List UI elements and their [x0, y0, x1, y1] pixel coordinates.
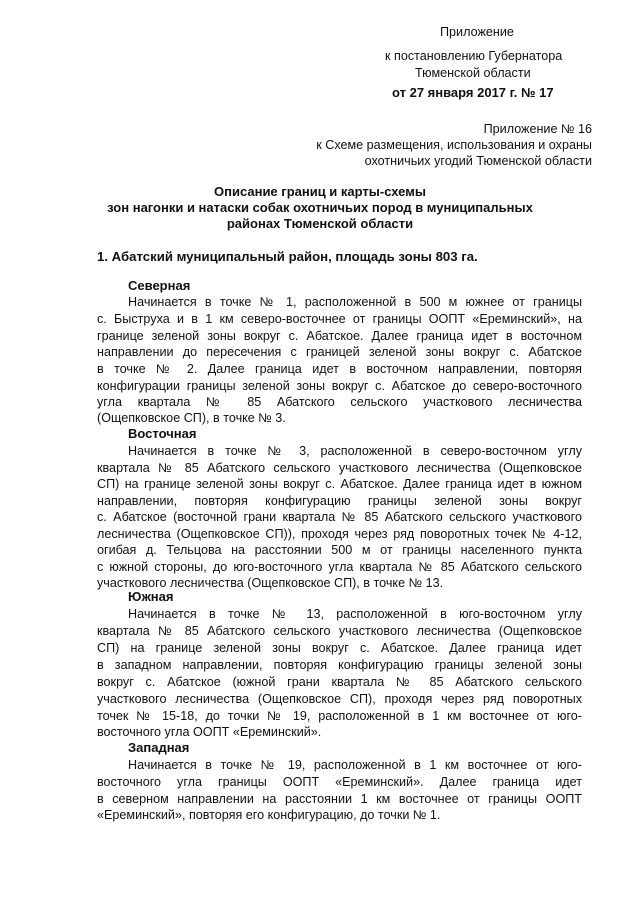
east-line: квартала № 85 Абатского сельского участкового лесничества (Ощепковское — [97, 461, 582, 475]
east-line: направлении, повторяя конфигурацию границы зеленой зоны вокруг — [97, 494, 582, 508]
section-heading: 1. Абатский муниципальный район, площадь зоны 803 га. — [97, 249, 478, 264]
east-line: Начинается в точке № 3, расположенной в северо-восточном углу — [128, 444, 582, 458]
east-heading: Восточная — [128, 426, 197, 441]
north-line: (Ощепковское СП), в точке № 3. — [97, 411, 286, 425]
south-line: участкового лесничества (Ощепковское СП), проходя через ряд поворотных — [97, 692, 582, 706]
north-line: с. Быструха и в 1 км северо-восточнее от границы ООПТ «Ереминский», на — [97, 312, 582, 326]
south-line: в западном направлении, повторяя конфигурацию границы зеленой зоны — [97, 658, 582, 672]
south-heading: Южная — [128, 589, 174, 604]
annex-scheme: к Схеме размещения, использования и охраны — [316, 138, 592, 152]
header-region: Тюменской области — [415, 66, 531, 80]
west-heading: Западная — [128, 740, 190, 755]
annex-lands: охотничьих угодий Тюменской области — [364, 154, 592, 168]
north-line: угла квартала № 85 Абатского сельского участкового лесничества — [97, 395, 582, 409]
header-decree: к постановлению Губернатора — [385, 49, 563, 63]
east-line: с. Абатское (восточной грани квартала № 85 Абатского сельского участкового — [97, 510, 582, 524]
west-line: Начинается в точке № 19, расположенной в 1 км восточнее от юго- — [128, 758, 582, 772]
north-line: конфигурации границы зеленой зоны вокруг с. Абатское до северо-восточного — [97, 379, 582, 393]
doc-title-line1: Описание границ и карты-схемы — [214, 184, 426, 199]
west-line: в северном направлении на расстоянии 1 км восточнее от границы ООПТ — [97, 792, 582, 806]
north-line: Начинается в точке № 1, расположенной в 500 м южнее от границы — [128, 295, 582, 309]
south-line: точек № 15-18, до точки № 19, расположенной в 1 км восточнее от юго- — [97, 709, 582, 723]
west-line: восточного угла границы ООПТ «Ереминский». Далее граница идет — [97, 775, 582, 789]
doc-title-line2: зон нагонки и натаски собак охотничьих пород в муниципальных — [107, 200, 533, 215]
annex-number: Приложение № 16 — [483, 122, 592, 136]
north-line: направлении до пересечения с границей зеленой зоны вокруг с. Абатское — [97, 345, 582, 359]
south-line: СП) на границе зеленой зоны вокруг с. Абатское. Далее граница идет — [97, 641, 582, 655]
east-line: участкового лесничества (Ощепковское СП), в точке № 13. — [97, 576, 444, 590]
north-line: в точке № 2. Далее граница идет в восточном направлении, повторяя — [97, 362, 582, 376]
south-line: восточного угла ООПТ «Ереминский». — [97, 725, 322, 739]
east-line: СП) на границе зеленой зоны вокруг с. Абатское. Далее граница идет в южном — [97, 477, 582, 491]
south-line: квартала № 85 Абатского сельского участкового лесничества (Ощепковское — [97, 624, 582, 638]
south-line: Начинается в точке № 13, расположенной в юго-восточном углу — [128, 607, 582, 621]
north-line: границе зеленой зоны вокруг с. Абатское. Далее граница идет в восточном — [97, 329, 582, 343]
doc-title-line3: районах Тюменской области — [226, 216, 414, 231]
east-line: лесничества (Ощепковское СП)), проходя через ряд поворотных точек № 4-12, — [97, 527, 582, 541]
north-heading: Северная — [128, 278, 191, 293]
header-date: от 27 января 2017 г. № 17 — [392, 85, 554, 100]
east-line: огибая д. Тельцова на расстоянии 500 м от границы населенного пункта — [97, 543, 582, 557]
header-appendix: Приложение — [440, 25, 514, 39]
south-line: вокруг с. Абатское (южной грани квартала № 85 Абатского сельского — [97, 675, 582, 689]
west-line: «Ереминский», повторяя его конфигурацию, до точки № 1. — [97, 808, 441, 822]
east-line: с южной стороны, до юго-восточного угла квартала № 85 Абатского сельского — [97, 560, 582, 574]
